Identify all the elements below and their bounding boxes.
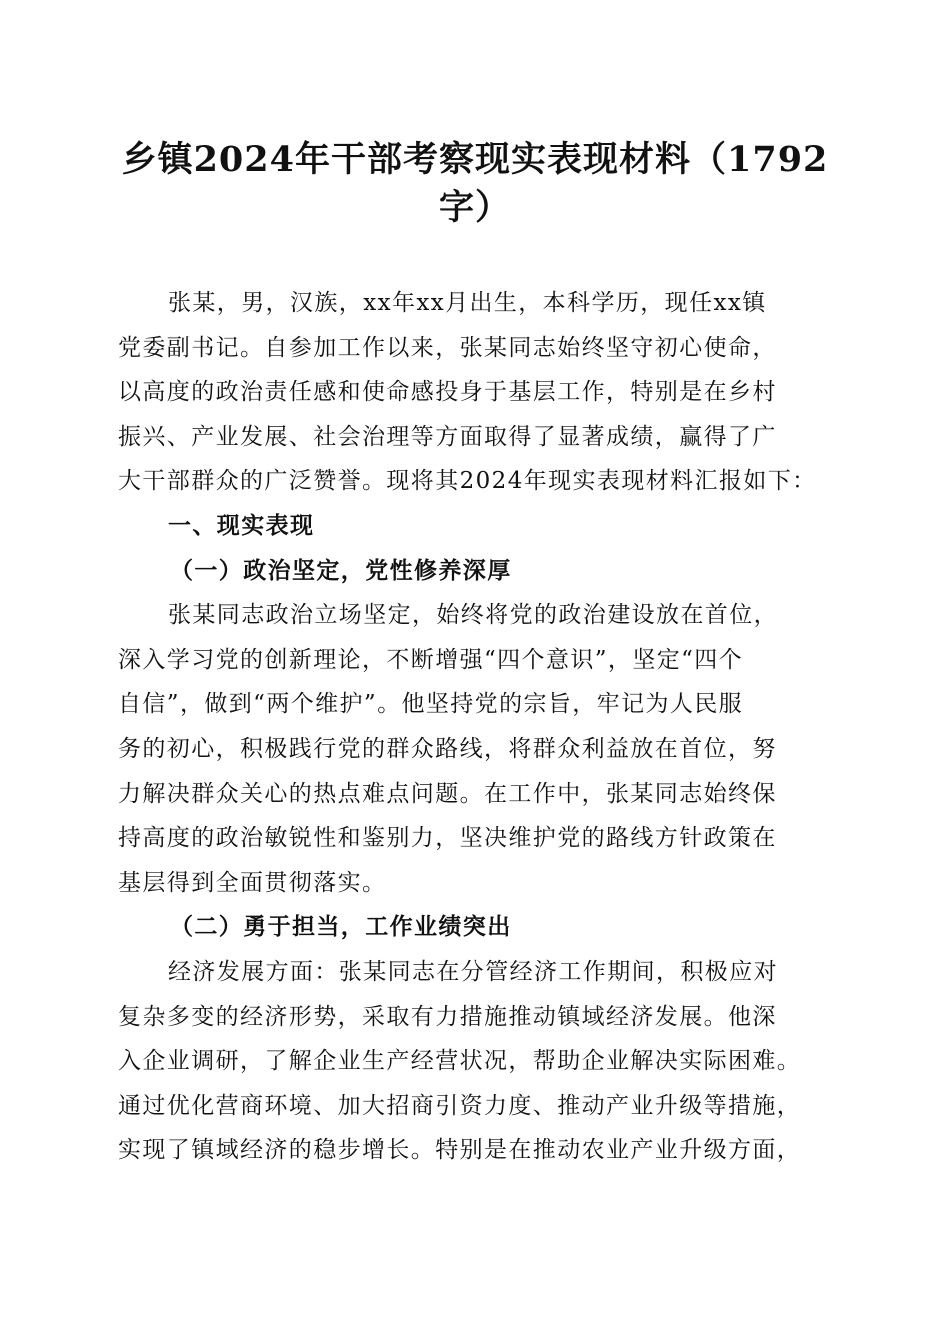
economic-line-3: 入企业调研，了解企业生产经营状况，帮助企业解决实际困难。 bbox=[118, 1048, 802, 1075]
intro-line-3: 以高度的政治责任感和使命感投身于基层工作，特别是在乡村 bbox=[118, 379, 777, 406]
economic-line-4: 通过优化营商环境、加大招商引资力度、推动产业升级等措施， bbox=[118, 1092, 802, 1119]
political-line-7: 基层得到全面贯彻落实。 bbox=[118, 869, 387, 896]
intro-line-1: 张某，男，汉族，xx年xx月出生，本科学历，现任xx镇 bbox=[168, 290, 767, 316]
economic-line-1: 经济发展方面：张某同志在分管经济工作期间，积极应对 bbox=[168, 958, 778, 985]
intro-line-2: 党委副书记。自参加工作以来，张某同志始终坚守初心使命， bbox=[118, 334, 777, 361]
economic-line-5: 实现了镇域经济的稳步增长。特别是在推动农业产业升级方面， bbox=[118, 1137, 802, 1164]
political-line-5: 力解决群众关心的热点难点问题。在工作中，张某同志始终保 bbox=[118, 780, 777, 807]
title-line-2: 字） bbox=[438, 187, 511, 228]
political-line-3: 自信”，做到“两个维护”。他坚持党的宗旨，牢记为人民服 bbox=[118, 691, 744, 718]
section-heading-realistic-performance: 一、现实表现 bbox=[168, 512, 315, 539]
political-line-1: 张某同志政治立场坚定，始终将党的政治建设放在首位， bbox=[168, 602, 778, 629]
political-line-2: 深入学习党的创新理论，不断增强“四个意识”，坚定“四个 bbox=[118, 646, 744, 673]
political-line-4: 务的初心，积极践行党的群众路线，将群众利益放在首位，努 bbox=[118, 735, 777, 762]
intro-line-5: 大干部群众的广泛赞誉。现将其2024年现实表现材料汇报如下： bbox=[118, 468, 817, 495]
economic-line-2: 复杂多变的经济形势，采取有力措施推动镇域经济发展。他深 bbox=[118, 1003, 777, 1030]
intro-paragraph bbox=[118, 281, 832, 504]
economic-paragraph bbox=[118, 950, 832, 1173]
document-title bbox=[118, 136, 832, 232]
document-body bbox=[118, 281, 832, 1173]
intro-line-4: 振兴、产业发展、社会治理等方面取得了显著成绩，赢得了广 bbox=[118, 423, 777, 450]
political-paragraph bbox=[118, 593, 832, 905]
title-line-1: 乡镇2024年干部考察现实表现材料（1792 bbox=[121, 139, 829, 180]
political-line-6: 持高度的政治敏锐性和鉴别力，坚决维护党的路线方针政策在 bbox=[118, 825, 777, 852]
subsection-heading-performance: （二）勇于担当，工作业绩突出 bbox=[170, 913, 512, 941]
subsection-heading-political: （一）政治坚定，党性修养深厚 bbox=[170, 556, 512, 584]
